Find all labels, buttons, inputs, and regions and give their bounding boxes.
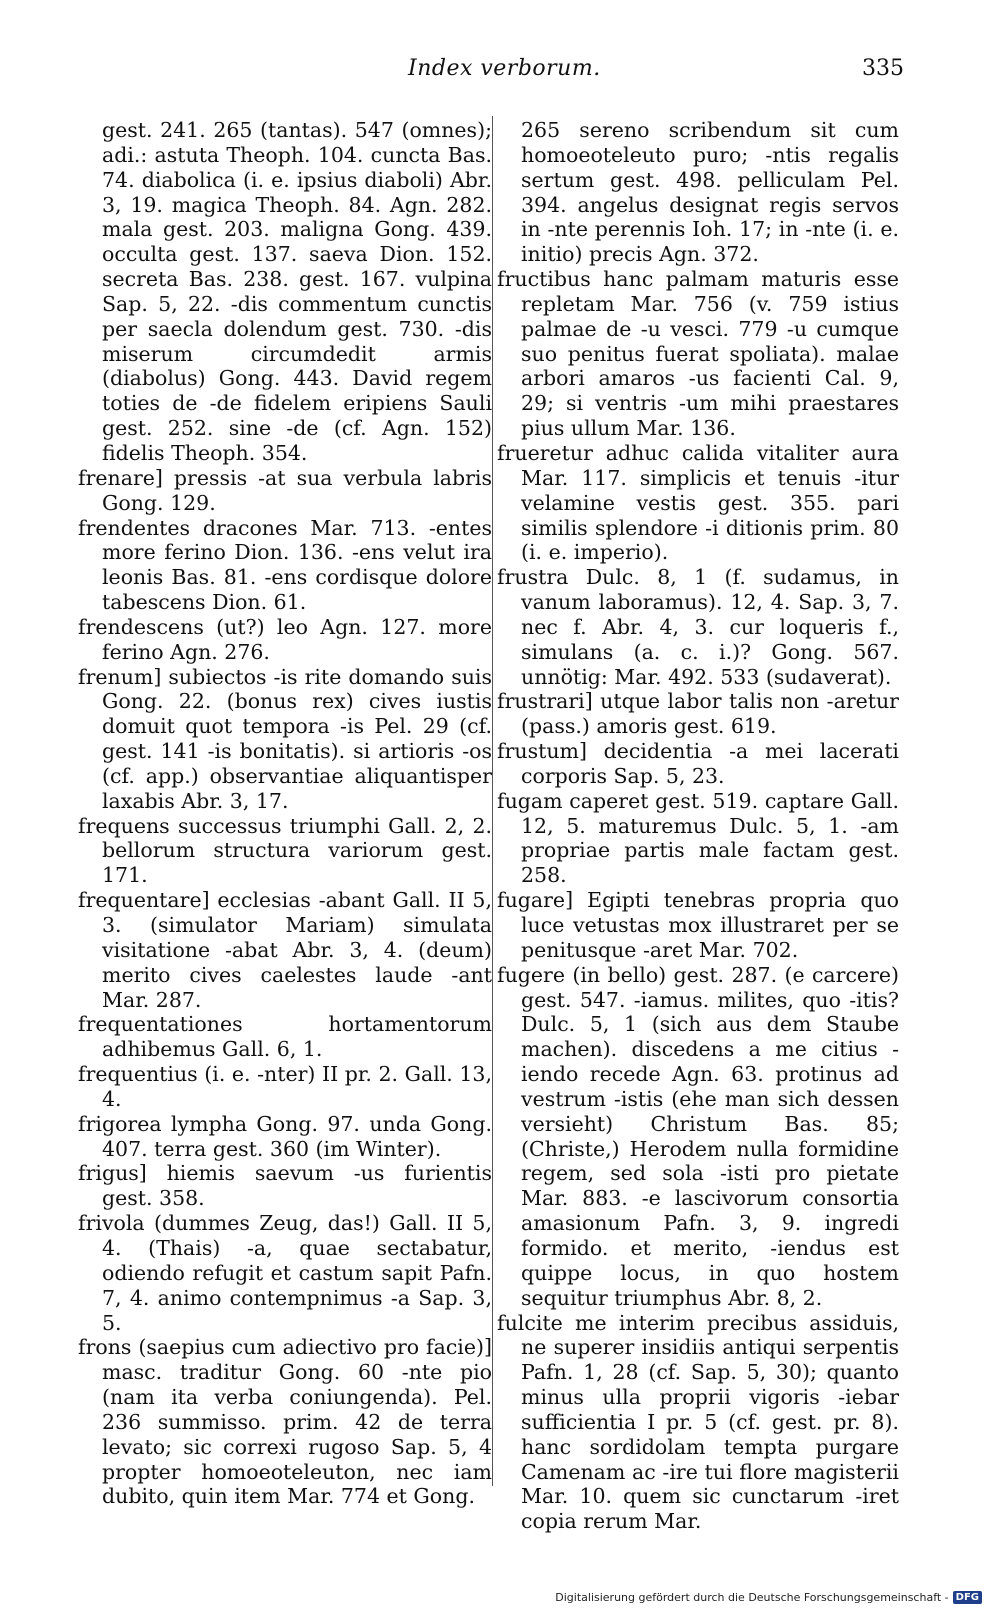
left-column bbox=[78, 118, 492, 1509]
footer-credit-text: Digitalisierung gefördert durch die Deutsche Forschungsgemeinschaft - bbox=[555, 1591, 949, 1604]
index-entry: frenum] subiectos -is rite domando suis Gong. 22. (bonus rex) cives iustis domuit quot tempora -is Pel. 29 (cf. gest. 141 -is bonitatis). si artioris -os (cf. app.) observantiae aliquantisper laxabis Abr. 3, 17. bbox=[78, 664, 492, 813]
right-column-text bbox=[497, 118, 899, 1534]
dfg-logo: DFG bbox=[953, 1591, 982, 1604]
index-entry: frigorea lympha Gong. 97. unda Gong. 407. terra gest. 360 (im Winter). bbox=[78, 1111, 492, 1161]
index-entry: fugare] Egipti tenebras propria quo luce vetustas mox illustraret per se penitusque -aret Mar. 702. bbox=[497, 888, 899, 962]
index-entry: frendescens (ut?) leo Agn. 127. more ferino Agn. 276. bbox=[78, 614, 492, 664]
index-entry: frequens successus triumphi Gall. 2, 2. bellorum structura variorum gest. 171. bbox=[78, 813, 492, 888]
column-divider bbox=[492, 116, 493, 1486]
index-entry: frustrari] utque labor talis non -aretur (pass.) amoris gest. 619. bbox=[497, 689, 899, 739]
footer-credit bbox=[555, 1591, 982, 1604]
index-entry: frequentationes hortamentorum adhibemus Gall. 6, 1. bbox=[78, 1012, 492, 1062]
index-entry: frequentius (i. e. -nter) II pr. 2. Gall. 13, 4. bbox=[78, 1062, 492, 1111]
index-entry: frendentes dracones Mar. 713. -entes more ferino Dion. 136. -ens velut ira leonis Bas. 81. -ens cordisque dolore tabescens Dion. 61. bbox=[78, 515, 492, 615]
index-entry: frivola (dummes Zeug, das!) Gall. II 5, 4. (Thais) -a, quae sectabatur, odiendo refugit et castum sapit Pafn. 7, 4. animo contempnimus -a Sap. 3, 5. bbox=[78, 1211, 492, 1335]
index-entry: frequentare] ecclesias -abant Gall. II 5, 3. (simulator Mariam) simulata visitatione -abat Abr. 3, 4. (deum) merito cives caelestes laude -ant Mar. 287. bbox=[78, 888, 492, 1012]
entry-continuation: gest. 241. 265 (tantas). 547 (omnes); adi.: astuta Theoph. 104. cuncta Bas. 74. diabolica (i. e. ipsius diaboli) Abr. 3, 19. magica Theoph. 84. Agn. 282. mala gest. 203. maligna Gong. 439. occulta gest. 137. saeva Dion. 152. secreta Bas. 238. gest. 167. vulpina Sap. 5, 22. -dis commentum cunctis per saecla dolendum gest. 730. -dis miserum circumdedit armis (diabolus) Gong. 443. David regem toties de -de fidelem eripiens Sauli gest. 252. sine -de (cf. Agn. 152) fidelis Theoph. 354. bbox=[102, 118, 492, 465]
entry-continuation: 265 sereno scribendum sit cum homoeoteleuto puro; -ntis regalis sertum gest. 498. pelliculam Pel. 394. angelus designat regis servos in -nte perennis Ioh. 17; in -nte (i. e. initio) precis Agn. 372. bbox=[521, 118, 899, 267]
index-entry: frons (saepius cum adiectivo pro facie)] masc. traditur Gong. 60 -nte pio (nam ita verba coniungenda). Pel. 236 summisso. prim. 42 de terra levato; sic correxi rugoso Sap. 5, 4 propter homoeoteleuton, nec iam dubito, quin item Mar. 774 et Gong. bbox=[78, 1335, 492, 1509]
index-entry: frustra Dulc. 8, 1 (f. sudamus, in vanum laboramus). 12, 4. Sap. 3, 7. nec f. Abr. 4, 3. cur loqueris f., simulans (a. c. i.)? Gong. 567. unnötig: Mar. 492. 533 (sudaverat). bbox=[497, 565, 899, 689]
right-column bbox=[497, 118, 899, 1534]
index-entry: fulcite me interim precibus assiduis, ne superer insidiis antiqui serpentis Pafn. 1, 28 (cf. Sap. 5, 30); quanto minus ulla proprii vigoris -iebar sufficientia I pr. 5 (cf. gest. pr. 8). hanc sordidolam tempta purgare Camenam ac -ire tui flore magisterii Mar. 10. quem sic cunctarum -iret copia rerum Mar. bbox=[497, 1310, 899, 1534]
index-entry: frustum] decidentia -a mei lacerati corporis Sap. 5, 23. bbox=[497, 739, 899, 788]
page-number: 335 bbox=[862, 56, 904, 81]
index-entry: frueretur adhuc calida vitaliter aura Mar. 117. simplicis et tenuis -itur velamine vestis gest. 355. pari similis splendore -i ditionis prim. 80 (i. e. imperio). bbox=[497, 440, 899, 565]
index-entry: fugam caperet gest. 519. captare Gall. 12, 5. maturemus Dulc. 5, 1. -am propriae partis male factam gest. 258. bbox=[497, 788, 899, 888]
running-title: Index verborum. bbox=[408, 56, 601, 81]
index-entry: frigus] hiemis saevum -us furientis gest. 358. bbox=[78, 1161, 492, 1211]
left-column-text bbox=[78, 118, 492, 1509]
index-entry: fugere (in bello) gest. 287. (e carcere) gest. 547. -iamus. milites, quo -itis? Dulc. 5, 1 (sich aus dem Staube machen). discedens a me citius -iendo recede Agn. 63. protinus ad vestrum -istis (ehe man sich dessen versieht) Christum Bas. 85; (Christe,) Herodem nulla formidine regem, sed sola -isti pro pietate Mar. 883. -e lascivorum consortia amasionum Pafn. 3, 9. ingredi formido. et merito, -iendus est quippe locus, in quo hostem sequitur triumphus Abr. 8, 2. bbox=[497, 962, 899, 1310]
index-entry: fructibus hanc palmam maturis esse repletam Mar. 756 (v. 759 istius palmae de -u vesci. 779 -u cumque suo penitus fuerat spoliata). malae arbori amaros -us facienti Cal. 9, 29; si ventris -um mihi praestares pius ullum Mar. 136. bbox=[497, 267, 899, 441]
index-entry: frenare] pressis -at sua verbula labris Gong. 129. bbox=[78, 465, 492, 515]
page-header bbox=[0, 56, 1000, 88]
